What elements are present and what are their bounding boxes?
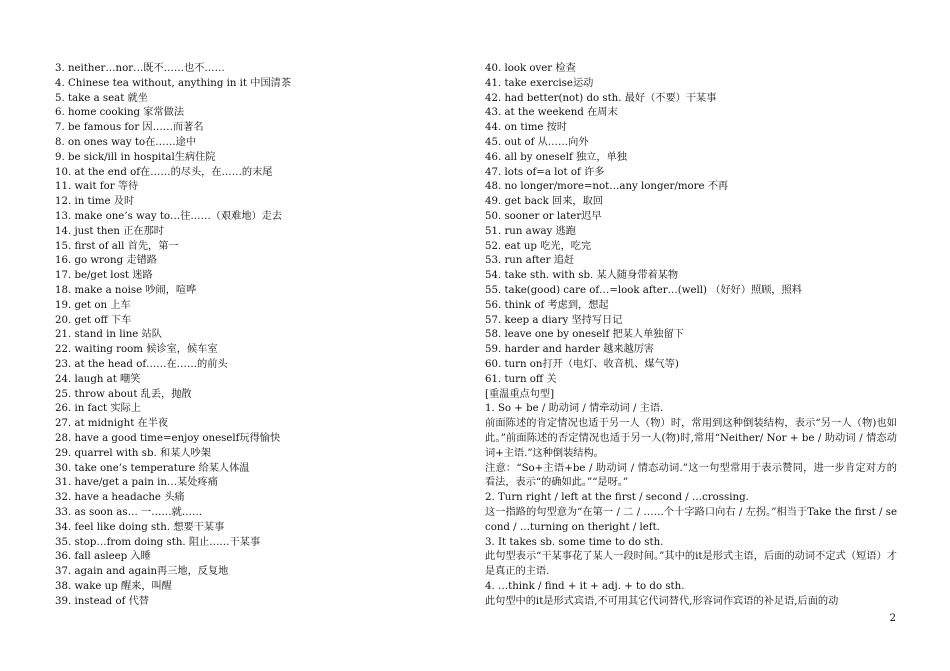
section-heading: [重温重点句型] <box>485 388 555 400</box>
vocab-item: 52. eat up 吃光，吃完 <box>485 240 592 252</box>
vocab-item: 12. in time 及时 <box>55 196 135 208</box>
vocab-item: 4. Chinese tea without, anything in it 中国清茶 <box>55 77 292 89</box>
vocab-item: 7. be famous for 因……而著名 <box>55 122 204 134</box>
vocab-item: 34. feel like doing sth. 想要干某事 <box>55 521 225 533</box>
vocab-item: 39. instead of 代替 <box>55 595 149 607</box>
vocab-item: 5. take a seat 就坐 <box>55 92 148 104</box>
vocab-item: 57. keep a diary 坚持写日记 <box>485 314 623 326</box>
vocab-item: 53. run after 追赶 <box>485 255 575 267</box>
vocab-item: 55. take(good) care of…=look after…(well) （好好）照顾，照料 <box>485 284 802 296</box>
vocab-item: 41. take exercise运动 <box>485 77 594 89</box>
vocab-item: 46. all by oneself 独立，单独 <box>485 151 627 163</box>
vocab-item: 26. in fact 实际上 <box>55 403 141 415</box>
left-column <box>55 62 455 609</box>
vocab-item: 38. wake up 醒来，叫醒 <box>55 580 172 592</box>
vocab-item: 49. get back 回来，取回 <box>485 196 603 208</box>
sentence-pattern: 3. It takes sb. some time to do sth. <box>485 536 664 548</box>
vocab-item: 45. out of 从……向外 <box>485 136 589 148</box>
sentence-pattern: 4. …think / find + it + adj. + to do sth. <box>485 580 685 592</box>
vocab-item: 43. at the weekend 在周末 <box>485 107 618 119</box>
vocab-item: 47. lots of=a lot of 许多 <box>485 166 605 178</box>
pattern-explanation: 前面陈述的肯定情况也适于另一人（物）时，常用到这种倒装结构，表示“另一人（物)也如此。”前面陈述的否定情况也适于另一人(物)时,常用“Neither/ Nor + be / 助动词 / 情态动词+主语.”这种倒装结构。 <box>485 418 897 459</box>
right-column <box>485 62 897 609</box>
vocab-item: 21. stand in line 站队 <box>55 329 162 341</box>
vocab-item: 61. turn off 关 <box>485 373 557 385</box>
vocab-item: 25. throw about 乱丢，抛散 <box>55 388 192 400</box>
vocab-item: 54. take sth. with sb. 某人随身带着某物 <box>485 270 679 282</box>
vocab-item: 16. go wrong 走错路 <box>55 255 157 267</box>
vocab-item: 48. no longer/more=not…any longer/more 不再 <box>485 181 729 193</box>
vocab-item: 40. look over 检查 <box>485 63 576 74</box>
vocab-item: 51. run away 逃跑 <box>485 225 576 237</box>
vocab-item: 31. have/get a pain in…某处疼痛 <box>55 477 218 489</box>
pattern-explanation: 此句型表示“干某事花了某人一段时间。”其中的it是形式主语，后面的动词不定式（短语）才是真正的主语. <box>485 551 897 578</box>
page-number: 2 <box>889 613 896 624</box>
vocab-item: 29. quarrel with sb. 和某人吵架 <box>55 447 211 459</box>
vocab-item: 36. fall asleep 入睡 <box>55 551 151 563</box>
vocab-item: 22. waiting room 候诊室，候车室 <box>55 344 218 356</box>
sentence-pattern: 2. Turn right / left at the first / second / …crossing. <box>485 492 749 504</box>
vocab-item: 58. leave one by oneself 把某人单独留下 <box>485 329 684 341</box>
vocab-item: 56. think of 考虑到，想起 <box>485 299 609 311</box>
pattern-explanation: 这一指路的句型意为“在第一 / 二 / ……个十字路口向右 / 左拐。”相当于Take the first / second / …turning on theright / left. <box>485 506 897 533</box>
vocab-item: 50. sooner or later迟早 <box>485 210 602 222</box>
vocab-item: 6. home cooking 家常做法 <box>55 107 185 119</box>
vocab-item: 17. be/get lost 迷路 <box>55 270 153 282</box>
pattern-note: 注意：“So+主语+be / 助动词 / 情态动词.”这一句型常用于表示赞同，进一步肯定对方的看法，表示“的确如此。”“是呀。” <box>485 462 897 489</box>
vocab-item: 27. at midnight 在半夜 <box>55 418 169 430</box>
vocab-item: 8. on ones way to在……途中 <box>55 136 197 148</box>
vocab-item: 44. on time 按时 <box>485 122 568 134</box>
vocab-item: 33. as soon as… 一……就…… <box>55 506 203 518</box>
vocab-item: 60. turn on打开（电灯、收音机、煤气等) <box>485 358 679 370</box>
vocab-item: 42. had better(not) do sth. 最好（不要）干某事 <box>485 92 717 104</box>
vocab-item: 10. at the end of在……的尽头，在……的末尾 <box>55 166 273 178</box>
vocab-item: 32. have a headache 头痛 <box>55 492 185 504</box>
vocab-item: 59. harder and harder 越来越厉害 <box>485 344 655 356</box>
vocab-item: 24. laugh at 嘲笑 <box>55 373 141 385</box>
vocab-item: 14. just then 正在那时 <box>55 225 164 237</box>
vocab-item: 35. stop…from doing sth. 阻止……干某事 <box>55 536 261 548</box>
pattern-explanation: 此句型中的it是形式宾语,不可用其它代词替代,形容词作宾语的补足语,后面的动 <box>485 595 839 607</box>
vocab-item: 13. make one’s way to…往……（艰难地）走去 <box>55 210 283 222</box>
vocab-item: 20. get off 下车 <box>55 314 132 326</box>
vocab-item: 15. first of all 首先，第一 <box>55 240 179 252</box>
vocab-item: 3. neither…nor…既不……也不…… <box>55 63 225 74</box>
vocab-item: 19. get on 上车 <box>55 299 131 311</box>
vocab-item: 11. wait for 等待 <box>55 181 139 193</box>
vocab-item: 30. take one’s temperature 给某人体温 <box>55 462 250 474</box>
vocab-item: 23. at the head of……在……的前头 <box>55 358 228 370</box>
vocab-item: 28. have a good time=enjoy oneself玩得愉快 <box>55 432 281 444</box>
vocab-item: 9. be sick/ill in hospital生病住院 <box>55 151 216 163</box>
vocab-item: 18. make a noise 吵闹，喧哗 <box>55 284 197 296</box>
vocab-item: 37. again and again再三地，反复地 <box>55 566 229 578</box>
sentence-pattern: 1. So + be / 助动词 / 情牵动词 / 主语. <box>485 403 664 415</box>
